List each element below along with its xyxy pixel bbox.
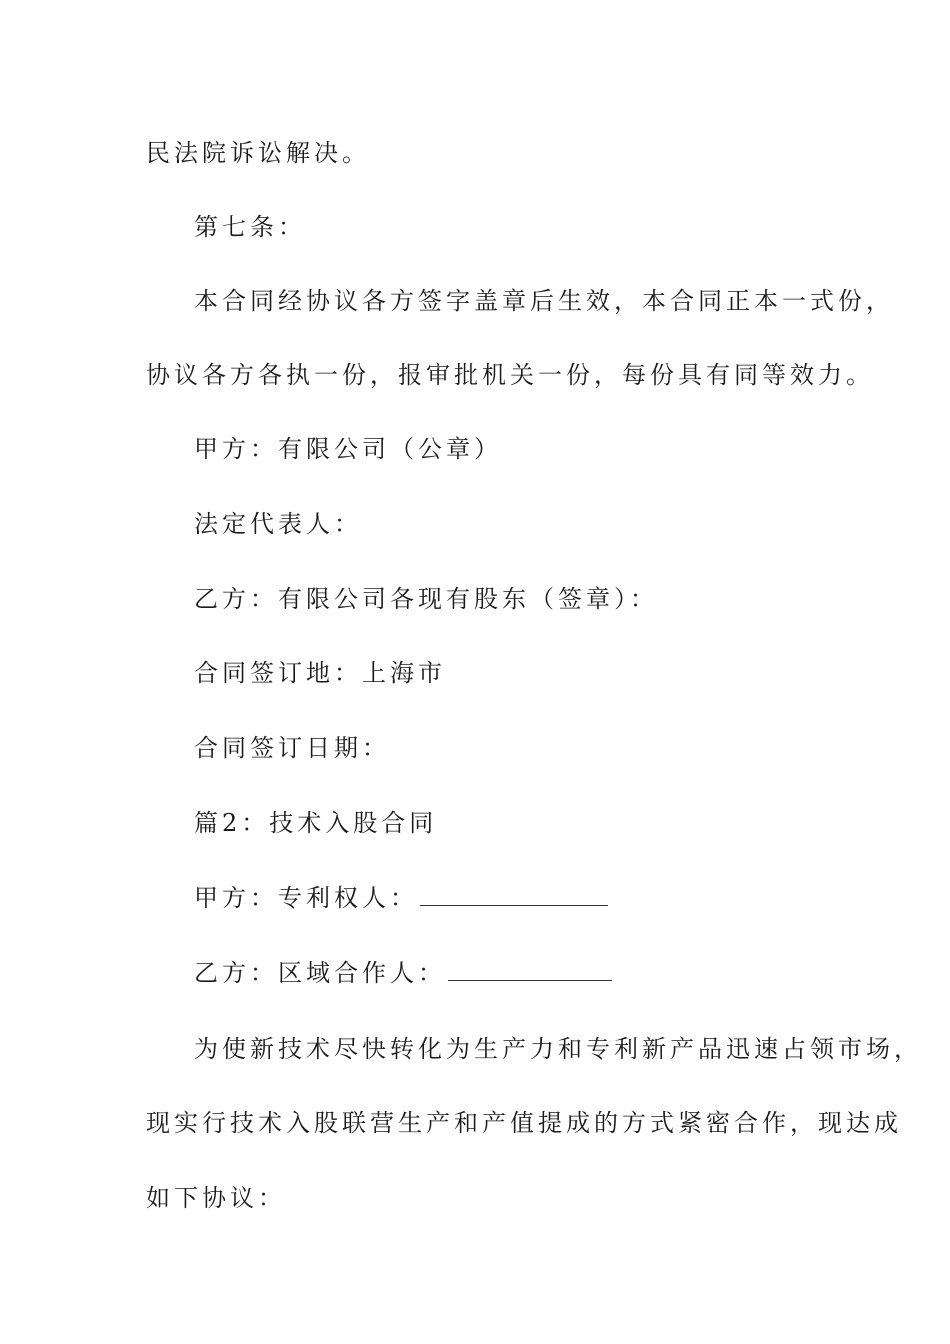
paragraph-line: 民法院诉讼解决。 xyxy=(146,139,370,167)
paragraph-line: 如下协议： xyxy=(146,1184,286,1212)
patent-holder-blank xyxy=(420,885,608,906)
signing-date-line: 合同签订日期： xyxy=(194,734,390,762)
regional-partner-label: 乙方：区域合作人： xyxy=(194,959,446,987)
regional-partner-blank xyxy=(448,960,612,981)
section-title: 篇2：技术入股合同 xyxy=(194,809,438,837)
paragraph-line: 为使新技术尽快转化为生产力和专利新产品迅速占领市场， xyxy=(194,1035,922,1063)
patent-holder-label: 甲方：专利权人： xyxy=(194,884,418,912)
paragraph-line: 协议各方各执一份，报审批机关一份，每份具有同等效力。 xyxy=(146,361,874,389)
paragraph-line: 本合同经协议各方签字盖章后生效，本合同正本一式份， xyxy=(194,287,894,315)
paragraph-line: 现实行技术入股联营生产和产值提成的方式紧密合作，现达成 xyxy=(146,1109,902,1137)
party-a-line: 甲方：有限公司（公章） xyxy=(194,435,502,463)
party-b-line: 乙方：有限公司各现有股东（签章）： xyxy=(194,585,658,613)
regional-partner-line xyxy=(194,958,612,988)
patent-holder-line xyxy=(194,883,608,913)
signing-place-line: 合同签订地：上海市 xyxy=(194,659,446,687)
article-heading: 第七条： xyxy=(194,213,306,241)
legal-representative-line: 法定代表人： xyxy=(194,510,362,538)
